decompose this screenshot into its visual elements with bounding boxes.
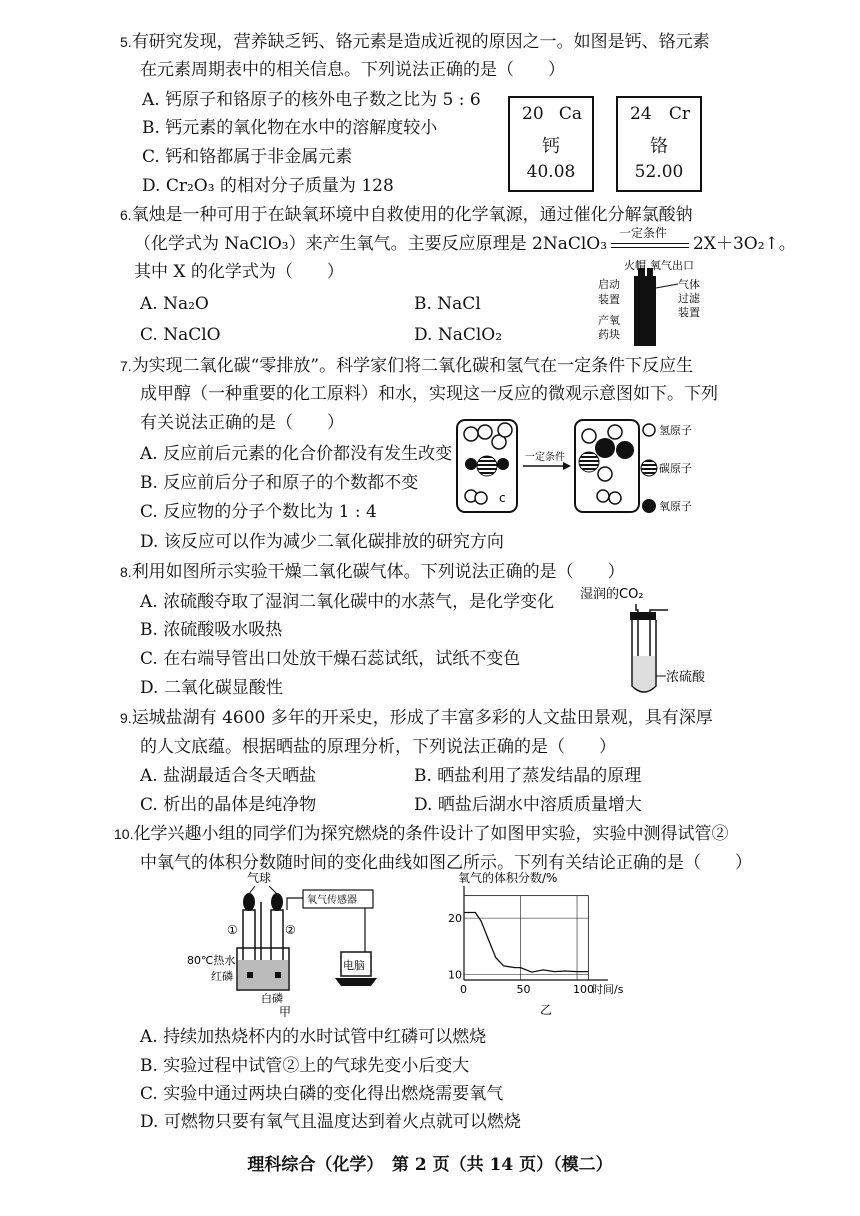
- q7-text1: 为实现二氧化碳“零排放”。科学家们将二氧化碳和氢气在一定条件下反应生: [131, 356, 694, 376]
- label-start: 启动: [598, 278, 620, 291]
- cr-mass: 52.00: [634, 162, 684, 182]
- element-card-ca: [508, 96, 594, 192]
- drying-apparatus-figure: [578, 584, 708, 700]
- legend-c-icon: [641, 460, 657, 476]
- q9-option-b[interactable]: B. 晒盐利用了蒸发结晶的原理: [414, 766, 642, 786]
- reaction-arrowhead: [563, 462, 571, 470]
- q6-line3: 其中 X 的化学式为（ ）: [134, 262, 344, 282]
- q5-line2: 在元素周期表中的相关信息。下列说法正确的是（ ）: [140, 60, 565, 80]
- x-tick-label: 100: [573, 983, 595, 996]
- page-footer: 理科综合（化学） 第 2 页（共 14 页）（模二）: [247, 1155, 613, 1175]
- chart-caption: 乙: [540, 1003, 553, 1017]
- q8-text1: 利用如图所示实验干燥二氧化碳气体。下列说法正确的是（ ）: [131, 562, 625, 582]
- oxygen-chart: [444, 868, 644, 1018]
- chart-ylabel: 氧气的体积分数/%: [458, 871, 558, 885]
- x-tick-label: 50: [516, 983, 531, 996]
- q9-line1: [120, 706, 713, 730]
- label-acid: 浓硫酸: [666, 670, 706, 685]
- q6-line2: [134, 225, 796, 256]
- legend-h-label: 氢原子: [659, 424, 692, 437]
- q8-option-d[interactable]: D. 二氧化碳显酸性: [140, 678, 283, 698]
- label-outlet: 氧气出口: [650, 259, 694, 272]
- q6-number: 6.: [120, 207, 132, 223]
- q6-option-b[interactable]: B. NaCl: [414, 294, 481, 314]
- legend-c-label: 碳原子: [659, 462, 692, 475]
- label-wet-co2: 湿润的CO₂: [580, 587, 644, 602]
- label-white-phosphorus: 白磷: [261, 992, 283, 1005]
- cr-symbol: Cr: [668, 104, 690, 124]
- label-sensor: 氧气传感器: [307, 895, 357, 906]
- o-atom: [616, 441, 634, 459]
- q10-line2: 中氧气的体积分数随时间的变化曲线如图乙所示。下列有关结论正确的是（ ）: [140, 853, 752, 873]
- cr-name: 铬: [650, 136, 668, 157]
- q8-option-c[interactable]: C. 在右端导管出口处放干燥石蕊试纸，试纸不变色: [140, 649, 521, 669]
- y-tick-label: 20: [448, 912, 462, 926]
- white-phosphorus-1: [247, 972, 253, 978]
- label-tube-1: ①: [227, 923, 238, 937]
- q5-text1: 有研究发现，营养缺乏钙、铬元素是造成近视的原因之一。如图是钙、铬元素: [131, 32, 710, 52]
- q5-option-a[interactable]: A. 钙原子和铬原子的核外电子数之比为 5 : 6: [142, 90, 481, 110]
- gas-filter-pointer: [656, 284, 678, 288]
- chart-marks: [448, 886, 624, 996]
- q5-line1: [120, 30, 710, 54]
- label-hot-water: 80℃热水: [187, 954, 236, 967]
- ca-symbol: Ca: [558, 104, 582, 124]
- h-atom: [598, 467, 612, 481]
- q8-option-b[interactable]: B. 浓硫酸吸水吸热: [140, 620, 283, 640]
- label-cap: 火帽: [624, 259, 646, 272]
- o-atom: [595, 438, 615, 458]
- label-device: 装置: [598, 293, 620, 306]
- label-tube-2: ②: [285, 923, 296, 937]
- q7-line2: 成甲醇（一种重要的化工原料）和水，实现这一反应的微观示意图如下。下列: [140, 384, 718, 404]
- balloon-pointer: [249, 886, 277, 894]
- partial-atom-mark: c: [499, 491, 506, 505]
- figure-a-caption: 甲: [279, 1005, 292, 1018]
- q7-option-a[interactable]: A. 反应前后元素的化合价都没有发生改变: [140, 444, 453, 464]
- q10-option-c[interactable]: C. 实验中通过两块白磷的变化得出燃烧需要氧气: [140, 1084, 504, 1104]
- q9-option-d[interactable]: D. 晒盐后湖水中溶质质量增大: [414, 795, 642, 815]
- q10-option-a[interactable]: A. 持续加热烧杯内的水时试管中红磷可以燃烧: [140, 1027, 487, 1047]
- q10-number: 10.: [114, 826, 134, 842]
- h-atom: [498, 423, 512, 437]
- q7-line1: [120, 354, 693, 378]
- acid-liquid: [633, 656, 655, 691]
- q10-option-b[interactable]: B. 实验过程中试管②上的气球先变小后变大: [140, 1056, 470, 1076]
- q7-option-b[interactable]: B. 反应前后分子和原子的个数都不变: [140, 473, 419, 493]
- label-filter: 过滤: [678, 292, 700, 305]
- q7-line3: 有关说法正确的是（ ）: [140, 413, 344, 433]
- o-atom: [465, 458, 477, 470]
- legend-h-icon: [643, 424, 655, 436]
- label-device2: 装置: [678, 306, 700, 319]
- x-tick-label: 0: [460, 983, 467, 996]
- q6-option-d[interactable]: D. NaClO₂: [414, 325, 503, 345]
- h-atom: [597, 490, 609, 502]
- ca-atomic-number: 20: [522, 104, 544, 124]
- h-atom: [475, 492, 487, 504]
- h-atom: [582, 429, 596, 443]
- series-line-o2: [464, 913, 588, 973]
- balloon-1: [243, 893, 255, 911]
- cr-atomic-number: 24: [630, 104, 652, 124]
- white-phosphorus-2: [275, 972, 281, 978]
- q7-option-d[interactable]: D. 该反应可以作为减少二氧化碳排放的研究方向: [140, 532, 504, 552]
- reaction-arrow: [607, 225, 693, 255]
- q7-condition: 一定条件: [525, 452, 565, 463]
- q8-number: 8.: [120, 564, 132, 580]
- oxygen-candle-figure: [590, 258, 710, 348]
- q7-number: 7.: [120, 358, 132, 374]
- h-atom: [609, 492, 621, 504]
- c-atom: [579, 452, 599, 472]
- q8-option-a[interactable]: A. 浓硫酸夺取了湿润二氧化碳中的水蒸气，是化学变化: [140, 592, 555, 612]
- micro-reaction-figure: [455, 416, 715, 520]
- q6-text1: 氧烛是一种可用于在缺氧环境中自救使用的化学氧源，通过催化分解氯酸钠: [131, 205, 693, 225]
- q5-number: 5.: [120, 34, 132, 50]
- ca-name: 钙: [542, 136, 560, 157]
- q6-option-c[interactable]: C. NaClO: [140, 325, 221, 345]
- computer-keyboard: [335, 978, 377, 986]
- q8-line1: [120, 560, 625, 584]
- x-axis-label: 时间/s: [592, 983, 624, 996]
- element-card-cr: [616, 96, 702, 192]
- label-balloon: 气球: [247, 871, 272, 885]
- balloon-2: [271, 893, 283, 911]
- q6-option-a[interactable]: A. Na₂O: [140, 294, 209, 314]
- q5-option-c[interactable]: C. 钙和铬都属于非金属元素: [142, 147, 353, 167]
- o-atom: [497, 458, 509, 470]
- ca-mass: 40.08: [526, 162, 576, 182]
- q6-text2: （化学式为 NaClO₃）来产生氧气。主要反应原理是 2NaClO₃: [134, 234, 608, 254]
- legend-o-icon: [642, 499, 656, 513]
- label-gas: 气体: [678, 278, 700, 291]
- q10-option-d[interactable]: D. 可燃物只要有氧气且温度达到着火点就可以燃烧: [140, 1112, 521, 1132]
- label-computer: 电脑: [343, 959, 365, 972]
- q9-text1: 运城盐湖有 4600 多年的开采史，形成了丰富多彩的人文盐田景观，具有深厚: [131, 708, 713, 728]
- h-atom: [464, 427, 478, 441]
- h-atom: [478, 425, 492, 439]
- q6-line1: [120, 203, 693, 227]
- combustion-apparatus-figure: [185, 868, 385, 1018]
- label-produce: 产氧: [598, 314, 620, 327]
- q9-option-c[interactable]: C. 析出的晶体是纯净物: [140, 795, 317, 815]
- q7-option-c[interactable]: C. 反应物的分子个数比为 1 : 4: [140, 502, 377, 522]
- legend-o-label: 氧原子: [659, 500, 692, 513]
- q10-text1: 化学兴趣小组的同学们为探究燃烧的条件设计了如图甲实验，实验中测得试管②: [133, 824, 729, 844]
- q10-line1: [114, 822, 728, 846]
- q9-option-a[interactable]: A. 盐湖最适合冬天晒盐: [140, 766, 317, 786]
- h-atom: [608, 425, 622, 439]
- candle-body: [634, 276, 656, 346]
- q5-option-b[interactable]: B. 钙元素的氧化物在水中的溶解度较小: [142, 118, 438, 138]
- stopper: [630, 612, 656, 620]
- y-tick-label: 10: [448, 968, 462, 982]
- chart-frame: [464, 896, 588, 980]
- c-atom: [477, 456, 497, 476]
- label-block: 药块: [598, 328, 620, 341]
- label-red-phosphorus: 红磷: [211, 970, 233, 983]
- q9-number: 9.: [120, 710, 132, 726]
- q5-option-d[interactable]: D. Cr₂O₃ 的相对分子质量为 128: [142, 176, 394, 196]
- q9-line2: 的人文底蕴。根据晒盐的原理分析，下列说法正确的是（ ）: [140, 737, 616, 757]
- sensor-tube: [287, 898, 303, 910]
- q6-text3: 2X＋3O₂↑。: [693, 234, 796, 254]
- reaction-condition: 一定条件: [619, 225, 668, 240]
